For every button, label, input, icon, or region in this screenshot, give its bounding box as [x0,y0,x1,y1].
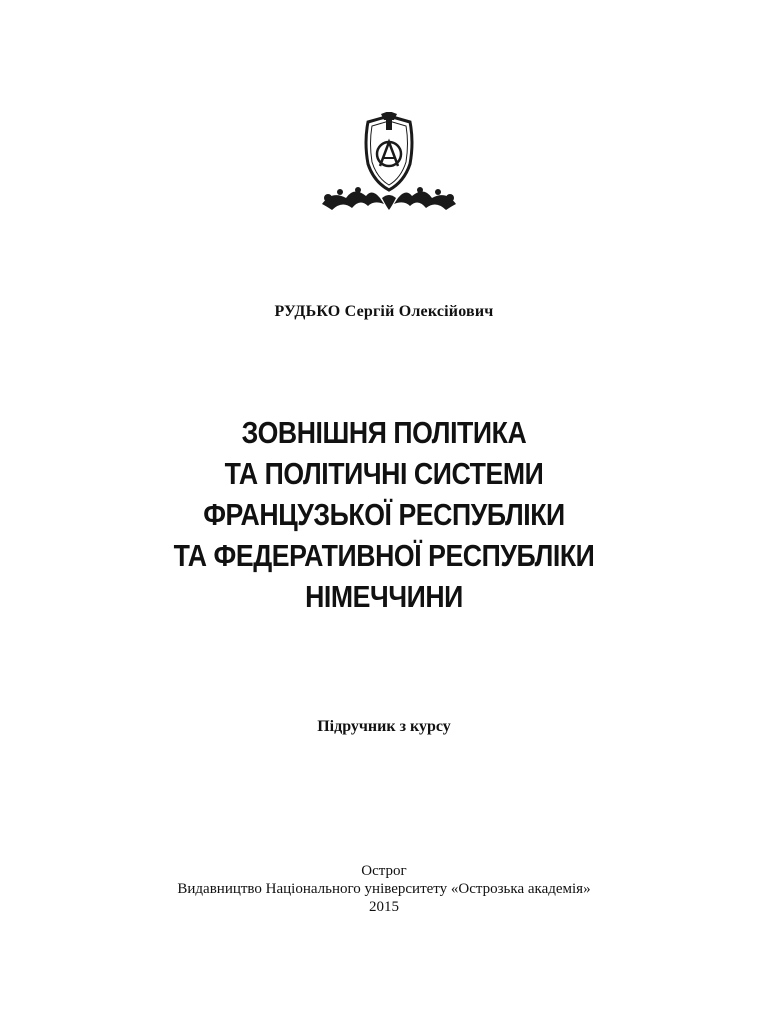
title-line: НІМЕЧЧИНИ [305,579,463,614]
imprint [0,862,768,916]
title-line: ТА ФЕДЕРАТИВНОЇ РЕСПУБЛІКИ [173,538,595,573]
title-line: ЗОВНІШНЯ ПОЛІТИКА [241,415,527,450]
title-line: ТА ПОЛІТИЧНІ СИСТЕМИ [224,456,544,491]
ostroh-academy-emblem-icon [314,112,464,216]
imprint-city: Острог [361,863,407,879]
book-subtitle: Підручник з курсу [317,718,451,735]
book-title [54,412,714,617]
title-line: ФРАНЦУЗЬКОЇ РЕСПУБЛІКИ [203,497,565,532]
imprint-year: 2015 [369,899,399,915]
author-name: РУДЬКО Сергій Олексійович [274,303,494,320]
imprint-publisher: Видавництво Національного університету «Острозька академія» [177,881,591,897]
